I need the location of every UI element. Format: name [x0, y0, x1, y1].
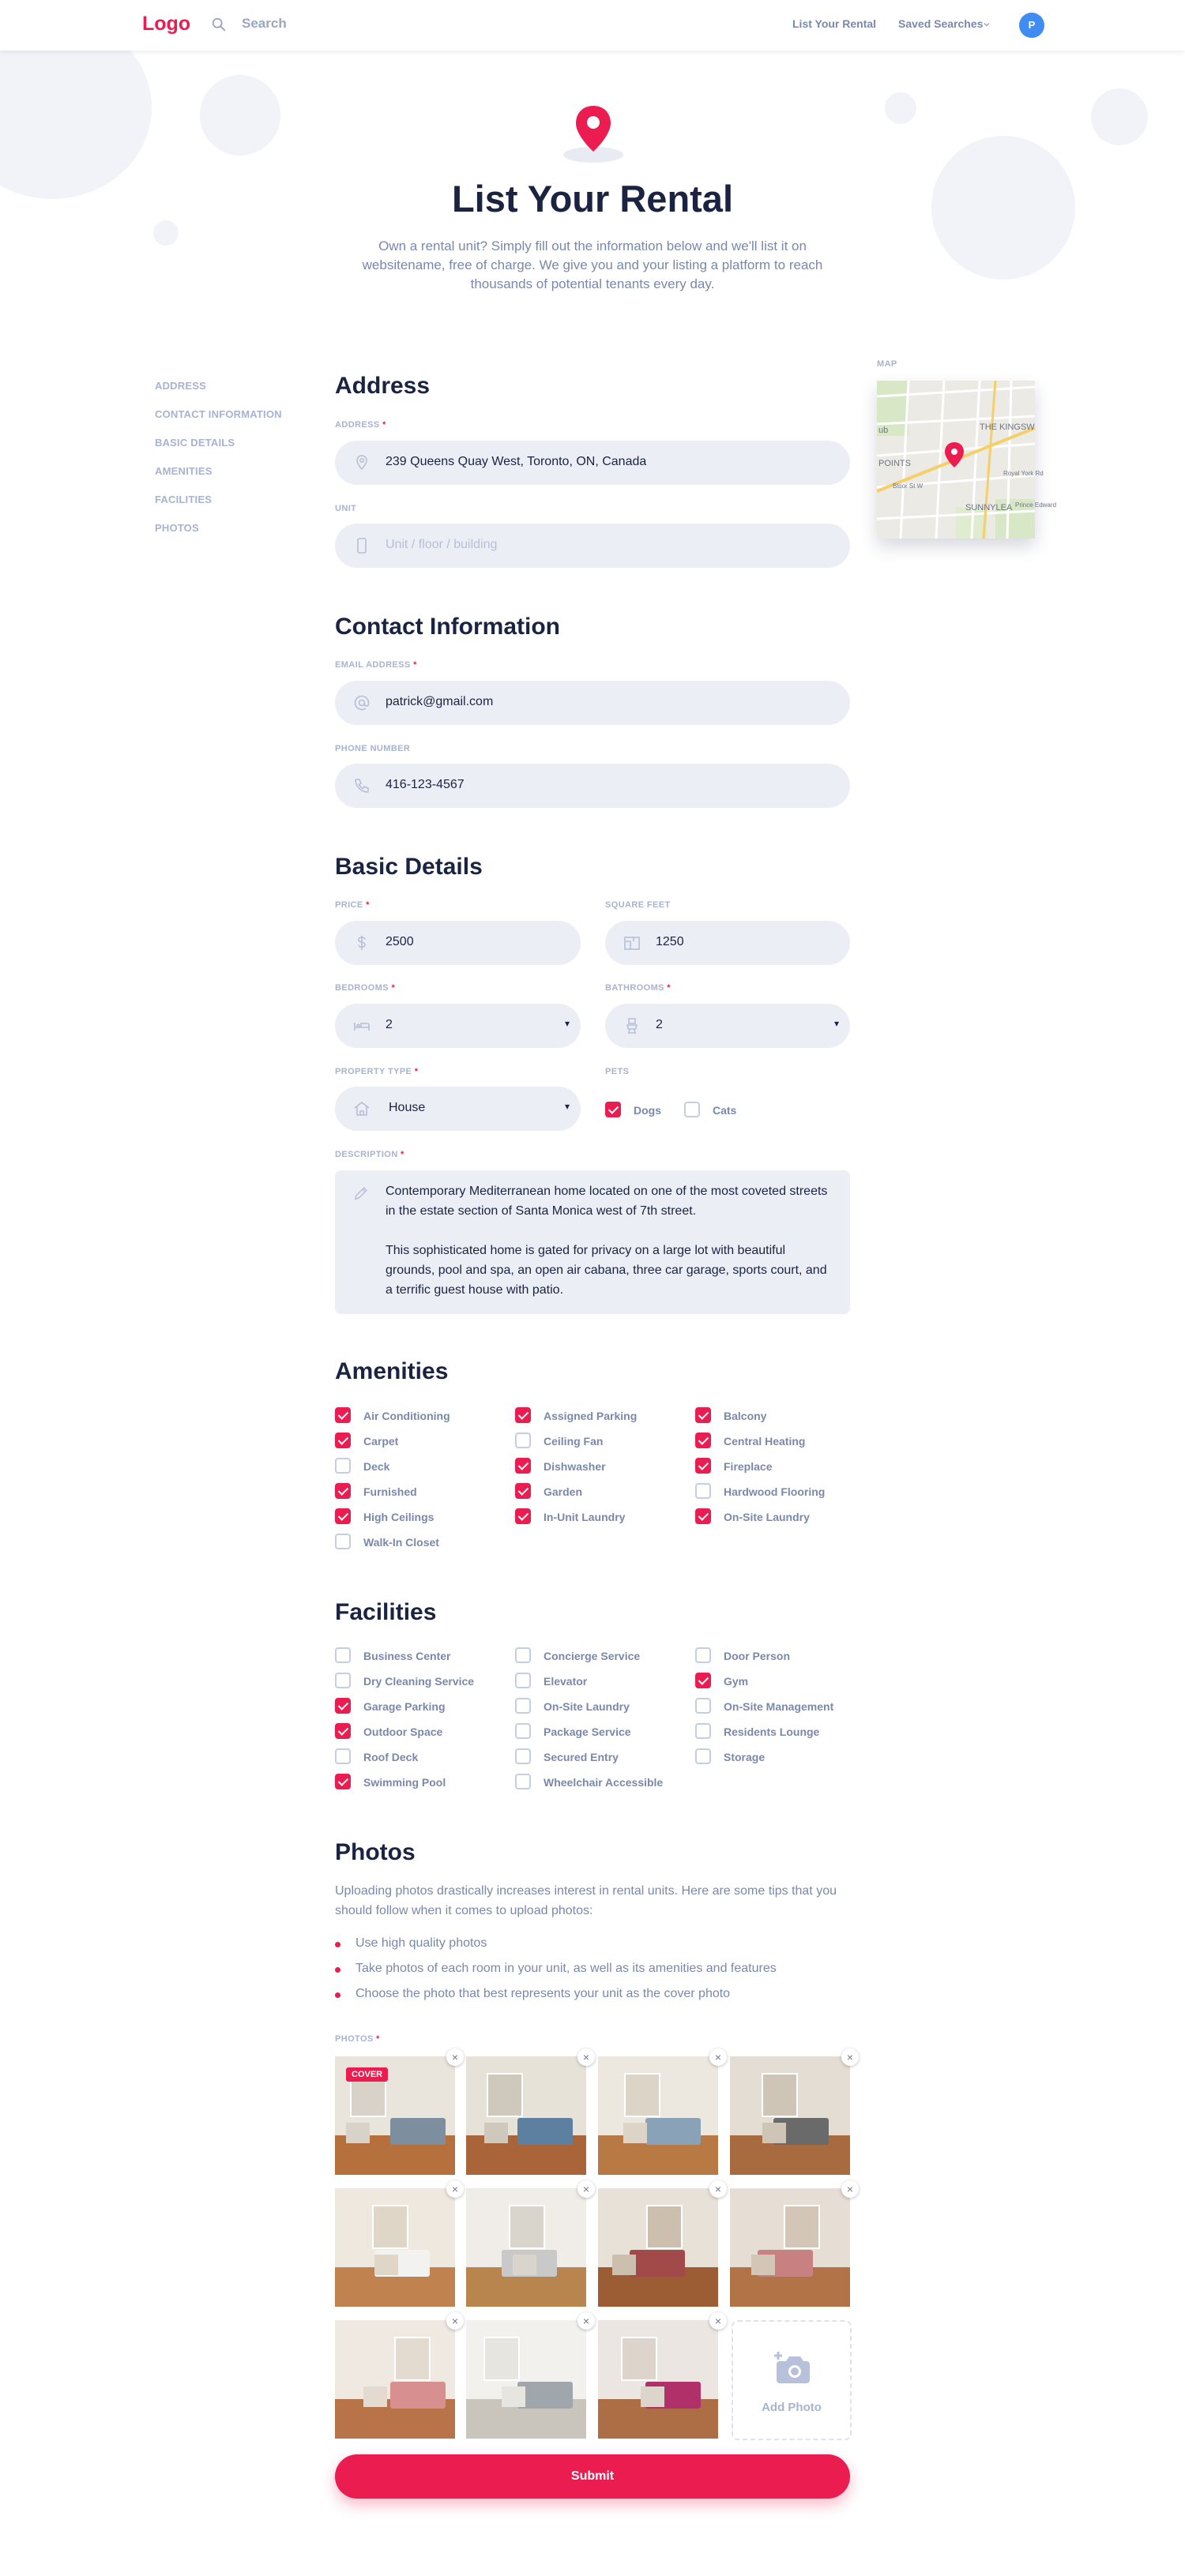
basic-details-section-title: Basic Details — [335, 854, 483, 880]
remove-photo-close-icon[interactable]: × — [577, 2180, 595, 2198]
dollar-icon — [352, 933, 371, 952]
submit-button[interactable]: Submit — [335, 2454, 850, 2499]
amenity-checkbox-dishwasher[interactable] — [515, 1458, 531, 1474]
phone-label: PHONE NUMBER — [335, 744, 411, 753]
location-pin-icon — [562, 103, 625, 166]
tip-item: Take photos of each room in your unit, as well as its amenities and features — [356, 1962, 777, 1975]
top-bar — [0, 0, 1185, 51]
sidenav-contact-information[interactable]: CONTACT INFORMATION — [155, 408, 282, 420]
property-type-select[interactable]: House ▾ — [335, 1087, 581, 1131]
facility-checkbox-package-service[interactable] — [515, 1723, 531, 1739]
unit-field[interactable]: Unit / floor / building — [335, 524, 850, 568]
remove-photo-close-icon[interactable]: × — [446, 2180, 464, 2198]
uploaded-photo[interactable] — [730, 2188, 850, 2307]
amenity-label[interactable]: Central Heating — [724, 1435, 806, 1448]
facility-checkbox-on-site-management[interactable] — [695, 1698, 711, 1714]
dropdown-caret-icon: ▾ — [833, 1018, 839, 1029]
facility-checkbox-business-center[interactable] — [335, 1647, 351, 1663]
remove-photo-close-icon[interactable]: × — [577, 2048, 595, 2066]
remove-photo-close-icon[interactable]: × — [446, 2048, 464, 2066]
floorplan-icon — [623, 933, 641, 952]
facility-label[interactable]: Outdoor Space — [363, 1725, 443, 1738]
sqft-field[interactable]: 1250 — [605, 921, 850, 965]
mobile-icon — [352, 536, 371, 555]
amenity-checkbox-hardwood-flooring[interactable] — [695, 1483, 711, 1499]
amenity-label[interactable]: Garden — [544, 1485, 583, 1498]
at-sign-icon — [352, 693, 371, 712]
facility-checkbox-concierge-service[interactable] — [515, 1647, 531, 1663]
amenity-label[interactable]: Deck — [363, 1460, 390, 1473]
amenity-checkbox-furnished[interactable] — [335, 1483, 351, 1499]
decor-circle — [153, 220, 179, 246]
amenity-label[interactable]: On-Site Laundry — [724, 1511, 810, 1523]
description-text: Contemporary Mediterranean home located on one of the most coveted streets in the estate section of Santa Monica west of 7th street. This sophisticated home is gated for privacy on a large lot with beautiful grounds, pool and spa, an open air cabana, three car garage, sports court, and a terrific guest house with patio. — [386, 1185, 828, 1297]
map-place-label: POINTS — [878, 459, 911, 468]
facility-checkbox-garage-parking[interactable] — [335, 1698, 351, 1714]
tip-item: Use high quality photos — [356, 1936, 487, 1950]
facility-label[interactable]: Elevator — [544, 1675, 588, 1688]
dropdown-caret-icon: ▾ — [564, 1101, 570, 1112]
photos-label: PHOTOS * — [335, 2034, 380, 2044]
map-marker-icon — [352, 453, 371, 472]
facility-label[interactable]: Door Person — [724, 1650, 791, 1662]
amenity-label[interactable]: Balcony — [724, 1410, 767, 1422]
remove-photo-close-icon[interactable]: × — [841, 2180, 859, 2198]
remove-photo-close-icon[interactable]: × — [709, 2048, 727, 2066]
uploaded-photo[interactable] — [335, 2188, 455, 2307]
email-label: EMAIL ADDRESS * — [335, 660, 417, 670]
amenity-label[interactable]: High Ceilings — [363, 1511, 434, 1523]
map-place-label: Royal York Rd — [1003, 470, 1044, 477]
cover-badge: COVER — [346, 2067, 388, 2082]
facility-label[interactable]: Package Service — [544, 1725, 631, 1738]
photos-section-title: Photos — [335, 1839, 416, 1865]
uploaded-photo[interactable] — [466, 2056, 586, 2175]
facility-checkbox-gym[interactable] — [695, 1673, 711, 1688]
amenity-label[interactable]: Assigned Parking — [544, 1410, 638, 1422]
amenity-label[interactable]: Ceiling Fan — [544, 1435, 604, 1448]
amenity-label[interactable]: Air Conditioning — [363, 1410, 450, 1422]
dropdown-caret-icon: ▾ — [564, 1018, 570, 1029]
bed-icon — [352, 1016, 371, 1035]
remove-photo-close-icon[interactable]: × — [709, 2312, 727, 2330]
bedrooms-select[interactable]: 2 ▾ — [335, 1004, 581, 1048]
house-icon — [352, 1099, 371, 1118]
pet-checkbox-cats[interactable] — [684, 1102, 700, 1117]
amenity-label[interactable]: Carpet — [363, 1435, 399, 1448]
facility-label[interactable]: Roof Deck — [363, 1751, 419, 1763]
facility-checkbox-storage[interactable] — [695, 1748, 711, 1764]
facility-label[interactable]: Wheelchair Accessible — [544, 1776, 664, 1789]
toilet-icon — [623, 1016, 641, 1035]
facility-checkbox-elevator[interactable] — [515, 1673, 531, 1688]
decor-circle — [1091, 88, 1148, 145]
facility-label[interactable]: On-Site Laundry — [544, 1700, 630, 1713]
sqft-label: SQUARE FEET — [605, 900, 671, 910]
remove-photo-close-icon[interactable]: × — [709, 2180, 727, 2198]
facility-checkbox-door-person[interactable] — [695, 1647, 711, 1663]
pet-label[interactable]: Cats — [713, 1104, 737, 1117]
map-place-label: SUNNYLEA — [965, 503, 1013, 513]
facility-label[interactable]: Storage — [724, 1751, 766, 1763]
amenity-checkbox-on-site-laundry[interactable] — [695, 1508, 711, 1524]
amenity-checkbox-air-conditioning[interactable] — [335, 1407, 351, 1423]
facilities-section-title: Facilities — [335, 1599, 437, 1625]
description-label: DESCRIPTION * — [335, 1150, 404, 1159]
price-label: PRICE * — [335, 900, 370, 910]
facility-label[interactable]: Swimming Pool — [363, 1776, 446, 1789]
facility-label[interactable]: Business Center — [363, 1650, 451, 1662]
location-map[interactable] — [877, 381, 1057, 539]
sidenav-address[interactable]: ADDRESS — [155, 380, 206, 392]
pencil-icon — [352, 1185, 370, 1202]
amenity-checkbox-central-heating[interactable] — [695, 1433, 711, 1448]
amenity-checkbox-carpet[interactable] — [335, 1433, 351, 1448]
address-field[interactable]: 239 Queens Quay West, Toronto, ON, Canada — [335, 441, 850, 485]
map-place-label: THE KINGSW — [980, 422, 1035, 432]
facility-label[interactable]: Concierge Service — [544, 1650, 641, 1662]
facility-label[interactable]: Dry Cleaning Service — [363, 1675, 475, 1688]
remove-photo-close-icon[interactable]: × — [841, 2048, 859, 2066]
amenity-label[interactable]: Hardwood Flooring — [724, 1485, 826, 1498]
pet-label[interactable]: Dogs — [634, 1104, 661, 1117]
amenity-label[interactable]: Fireplace — [724, 1460, 773, 1473]
nav-saved-searches[interactable]: Saved Searches — [898, 17, 984, 30]
facility-label[interactable]: On-Site Management — [724, 1700, 834, 1713]
map-label: MAP — [877, 359, 897, 369]
amenity-checkbox-high-ceilings[interactable] — [335, 1508, 351, 1524]
search-icon — [210, 16, 228, 33]
remove-photo-close-icon[interactable]: × — [577, 2312, 595, 2330]
facility-checkbox-wheelchair-accessible[interactable] — [515, 1774, 531, 1789]
amenity-checkbox-assigned-parking[interactable] — [515, 1407, 531, 1423]
facility-checkbox-outdoor-space[interactable] — [335, 1723, 351, 1739]
photos-intro: Uploading photos drastically increases interest in rental units. Here are some tips that you should follow when it comes to upload photos: — [335, 1884, 837, 1917]
amenity-checkbox-deck[interactable] — [335, 1458, 351, 1474]
map-place-label: Prince Edward — [1015, 501, 1057, 509]
sidenav-amenities[interactable]: AMENITIES — [155, 465, 213, 477]
contact-section-title: Contact Information — [335, 614, 560, 640]
chevron-down-icon[interactable] — [983, 21, 991, 28]
page-subtitle: Own a rental unit? Simply fill out the information below and we'll list it on websitename, free of charge. We give you and your listing a platform to reach thousands of potential tenants every day. — [362, 238, 823, 291]
facility-label[interactable]: Gym — [724, 1675, 749, 1688]
unit-label: UNIT — [335, 504, 357, 513]
bathrooms-select[interactable]: 2 ▾ — [605, 1004, 850, 1048]
avatar[interactable]: P — [1019, 13, 1044, 38]
uploaded-photo[interactable] — [598, 2188, 718, 2307]
map-place-label: Bloor St W — [893, 483, 924, 490]
facility-checkbox-roof-deck[interactable] — [335, 1748, 351, 1764]
address-label: ADDRESS * — [335, 420, 386, 430]
amenity-checkbox-balcony[interactable] — [695, 1407, 711, 1423]
logo[interactable]: Logo — [142, 13, 191, 35]
nav-list-your-rental[interactable]: List Your Rental — [792, 17, 877, 30]
sidenav-basic-details[interactable]: BASIC DETAILS — [155, 437, 235, 449]
uploaded-photo[interactable] — [466, 2320, 586, 2439]
sidenav-photos[interactable]: PHOTOS — [155, 522, 199, 534]
amenity-checkbox-fireplace[interactable] — [695, 1458, 711, 1474]
amenity-label[interactable]: Furnished — [363, 1485, 417, 1498]
email-field[interactable]: patrick@gmail.com — [335, 681, 850, 725]
page-title: List Your Rental — [451, 178, 734, 220]
phone-icon — [352, 776, 371, 795]
amenity-label[interactable]: Dishwasher — [544, 1460, 606, 1473]
bathrooms-label: BATHROOMS * — [605, 983, 672, 993]
facility-checkbox-secured-entry[interactable] — [515, 1748, 531, 1764]
uploaded-photo[interactable] — [730, 2056, 850, 2175]
facility-checkbox-on-site-laundry[interactable] — [515, 1698, 531, 1714]
amenity-checkbox-garden[interactable] — [515, 1483, 531, 1499]
bedrooms-label: BEDROOMS * — [335, 983, 396, 993]
uploaded-photo[interactable] — [335, 2320, 455, 2439]
facility-checkbox-swimming-pool[interactable] — [335, 1774, 351, 1789]
search-input[interactable]: Search — [242, 16, 287, 31]
address-section-title: Address — [335, 373, 431, 399]
amenity-checkbox-in-unit-laundry[interactable] — [515, 1508, 531, 1524]
facility-label[interactable]: Secured Entry — [544, 1751, 619, 1763]
decor-circle — [885, 92, 916, 124]
amenity-checkbox-walk-in-closet[interactable] — [335, 1534, 351, 1549]
amenity-label[interactable]: Walk-In Closet — [363, 1536, 439, 1549]
pets-label: PETS — [605, 1067, 630, 1076]
tip-item: Choose the photo that best represents your unit as the cover photo — [356, 1987, 731, 2000]
add-photo-button[interactable]: Add Photo — [732, 2320, 852, 2440]
amenities-section-title: Amenities — [335, 1358, 449, 1384]
phone-field[interactable]: 416-123-4567 — [335, 764, 850, 808]
facility-label[interactable]: Garage Parking — [363, 1700, 446, 1713]
price-field[interactable]: 2500 — [335, 921, 581, 965]
facility-checkbox-dry-cleaning-service[interactable] — [335, 1673, 351, 1688]
facility-label[interactable]: Residents Lounge — [724, 1725, 820, 1738]
remove-photo-close-icon[interactable]: × — [446, 2312, 464, 2330]
map-place-label: ub — [878, 426, 889, 435]
sidenav-facilities[interactable]: FACILITIES — [155, 494, 213, 505]
amenity-checkbox-ceiling-fan[interactable] — [515, 1433, 531, 1448]
uploaded-photo[interactable] — [598, 2320, 718, 2439]
amenity-label[interactable]: In-Unit Laundry — [544, 1511, 626, 1523]
decor-circle — [200, 75, 280, 156]
pet-checkbox-dogs[interactable] — [605, 1102, 621, 1117]
description-textarea[interactable] — [335, 1170, 850, 1314]
uploaded-photo[interactable] — [598, 2056, 718, 2175]
add-camera-icon — [772, 2350, 813, 2386]
property-type-label: PROPERTY TYPE * — [335, 1067, 419, 1076]
facility-checkbox-residents-lounge[interactable] — [695, 1723, 711, 1739]
uploaded-photo[interactable] — [466, 2188, 586, 2307]
